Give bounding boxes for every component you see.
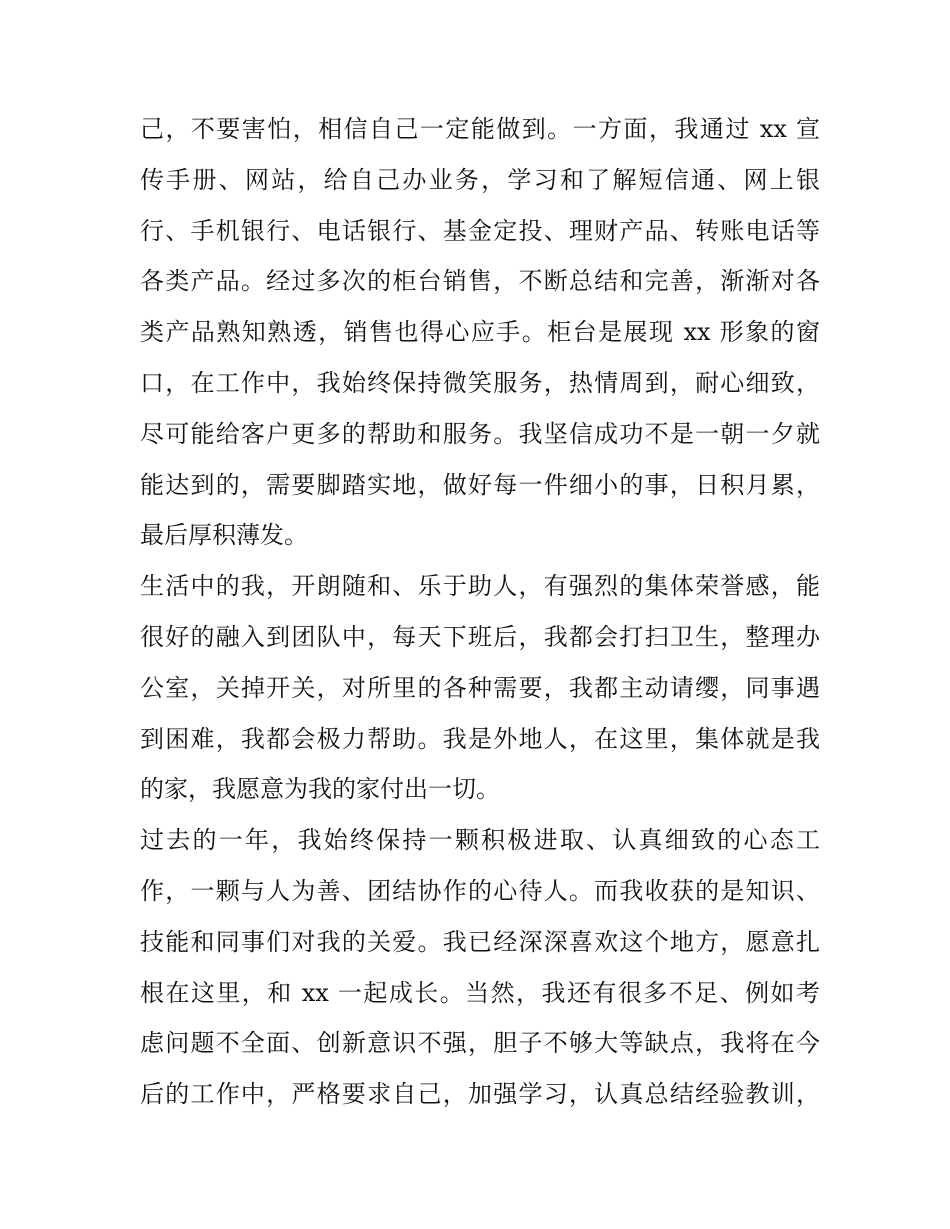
text-line-5: 类产品熟知熟透，销售也得心应手。柜台是展现 xx 形象的窗 xyxy=(140,318,820,347)
text-line-2: 传手册、网站，给自己办业务，学习和了解短信通、网上银 xyxy=(140,165,820,194)
text-line-15: 过去的一年，我始终保持一颗积极进取、认真细致的心态工 xyxy=(140,826,820,855)
text-line-13: 到困难，我都会极力帮助。我是外地人，在这里，集体就是我 xyxy=(140,724,820,753)
text-line-17: 技能和同事们对我的关爱。我已经深深喜欢这个地方，愿意扎 xyxy=(140,927,820,956)
text-line-18: 根在这里，和 xx 一起成长。当然，我还有很多不足、例如考 xyxy=(140,978,820,1007)
text-line-12: 公室，关掉开关，对所里的各种需要，我都主动请缨，同事遇 xyxy=(140,673,820,702)
text-line-11: 很好的融入到团队中，每天下班后，我都会打扫卫生，整理办 xyxy=(140,622,820,651)
text-line-6: 口，在工作中，我始终保持微笑服务，热情周到，耐心细致， xyxy=(140,368,820,397)
text-line-8: 能达到的，需要脚踏实地，做好每一件细小的事，日积月累， xyxy=(140,470,820,499)
text-line-20: 后的工作中，严格要求自己，加强学习，认真总结经验教训， xyxy=(140,1080,820,1109)
text-line-9: 最后厚积薄发。 xyxy=(140,521,308,550)
text-line-3: 行、手机银行、电话银行、基金定投、理财产品、转账电话等 xyxy=(140,216,820,245)
text-line-19: 虑问题不全面、创新意识不强，胆子不够大等缺点，我将在今 xyxy=(140,1029,820,1058)
text-line-4: 各类产品。经过多次的柜台销售，不断总结和完善，渐渐对各 xyxy=(140,267,820,296)
document-body-text xyxy=(140,104,820,1120)
text-line-1: 己，不要害怕，相信自己一定能做到。一方面，我通过 xx 宣 xyxy=(140,115,820,143)
text-line-10: 生活中的我，开朗随和、乐于助人，有强烈的集体荣誉感，能 xyxy=(140,572,820,601)
text-line-14: 的家，我愿意为我的家付出一切。 xyxy=(140,775,500,804)
text-line-16: 作，一颗与人为善、团结协作的心待人。而我收获的是知识、 xyxy=(140,876,820,905)
text-line-7: 尽可能给客户更多的帮助和服务。我坚信成功不是一朝一夕就 xyxy=(140,419,820,448)
